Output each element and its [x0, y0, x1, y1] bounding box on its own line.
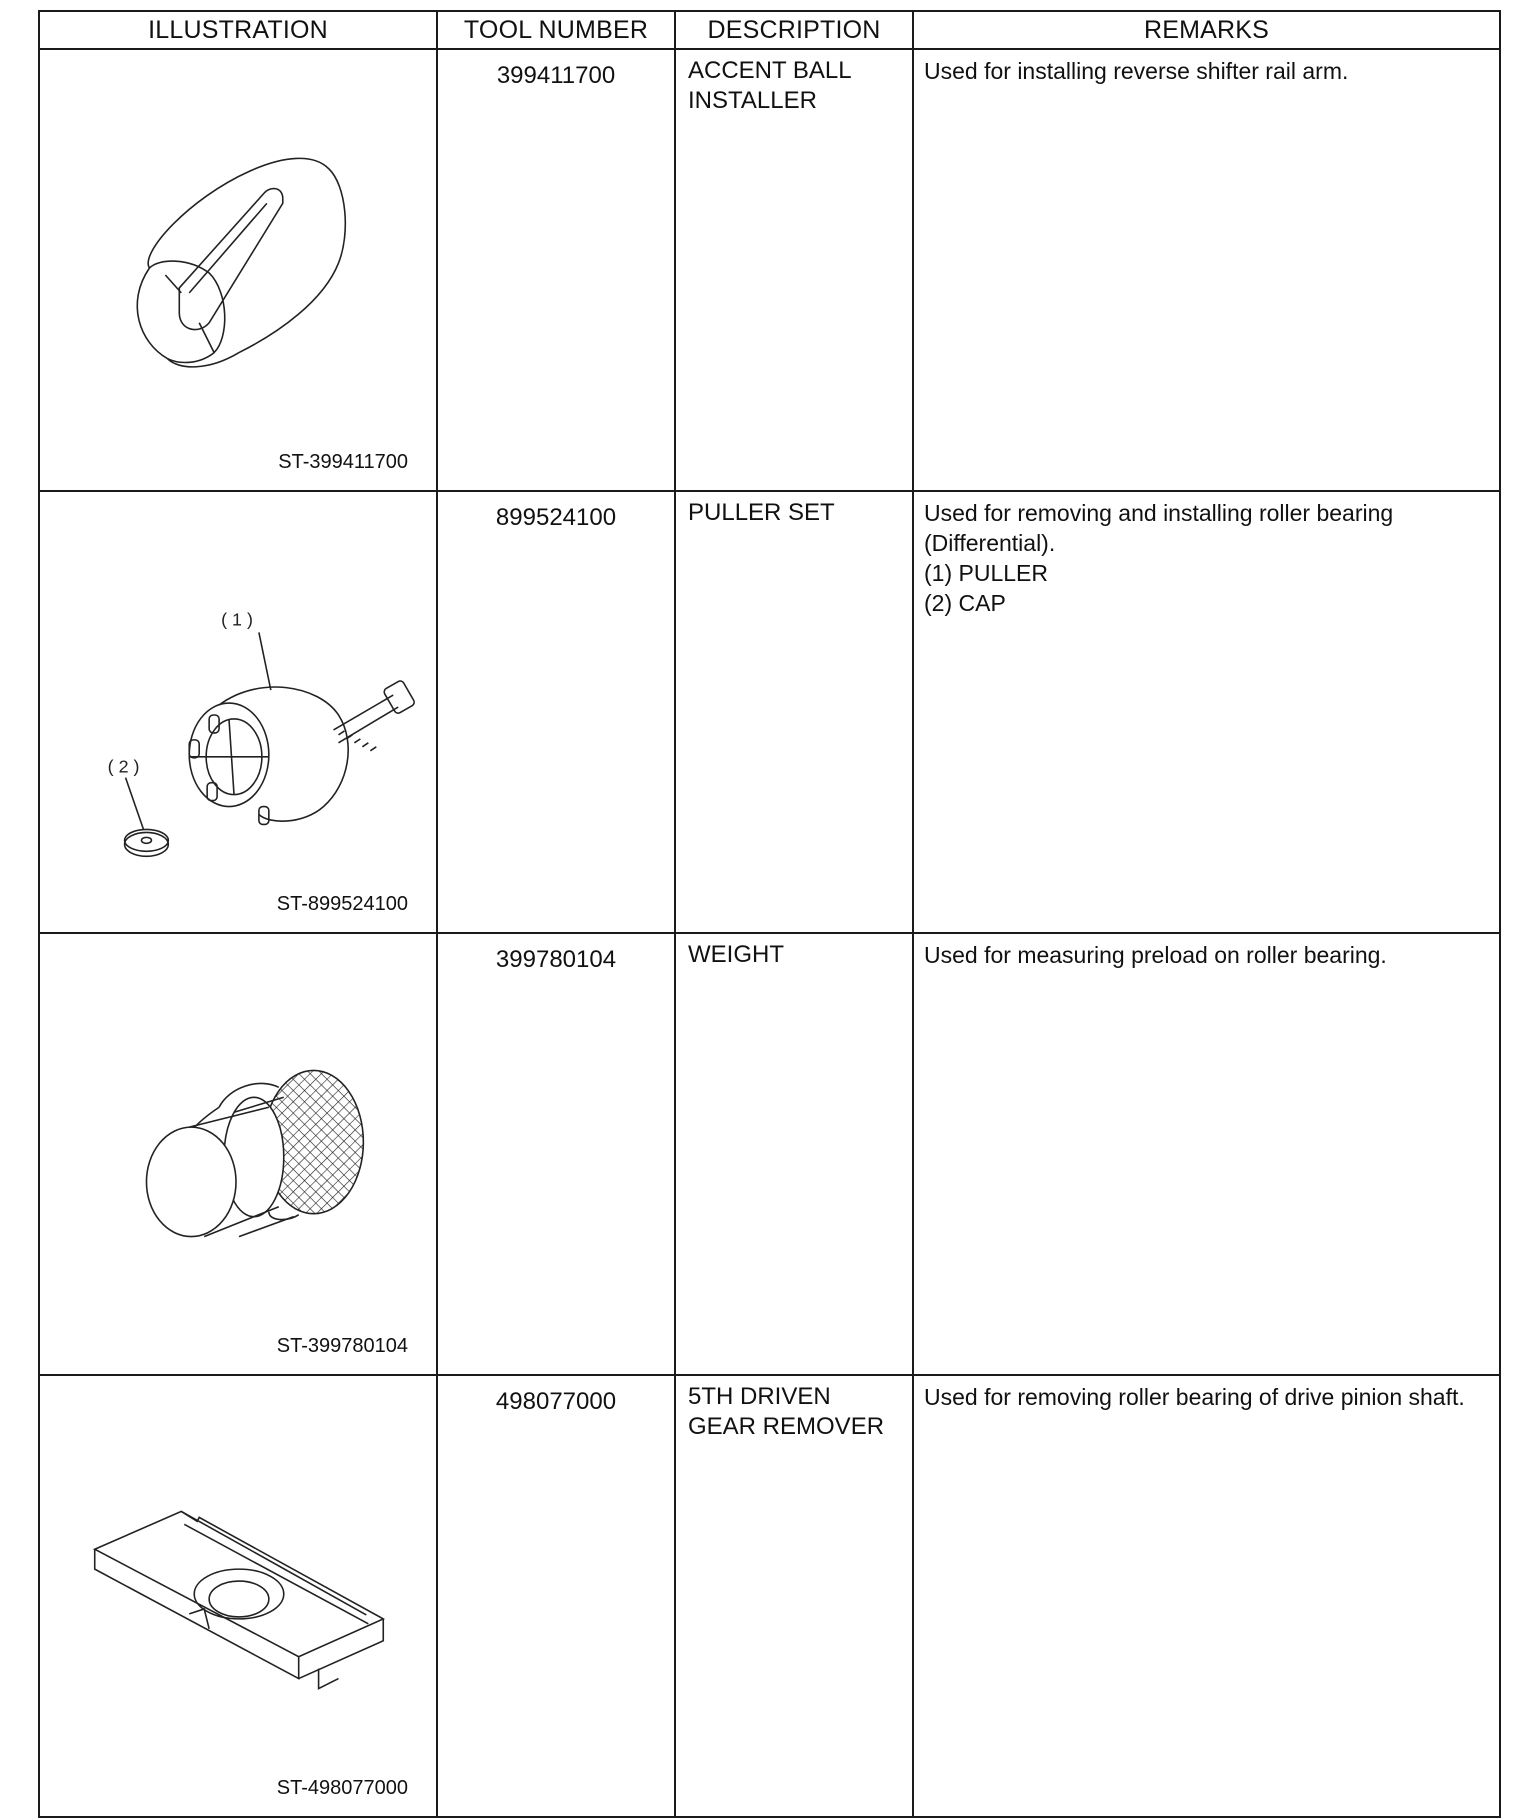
remark-line: Used for removing roller bearing of drive pinion shaft. — [924, 1384, 1465, 1410]
tool-number-cell — [437, 49, 675, 491]
table-header-row — [39, 11, 1500, 49]
tool-number: 498077000 — [495, 1388, 617, 1415]
special-tools-table — [38, 10, 1501, 1818]
tool-number: 399411700 — [496, 62, 616, 89]
st-label: ST-399780104 — [276, 1335, 408, 1357]
description-cell — [675, 1375, 913, 1817]
description-cell — [675, 491, 913, 933]
remark-line: (1) PULLER — [924, 560, 1048, 586]
description-cell — [675, 49, 913, 491]
accent-ball-installer-illustration — [40, 50, 436, 490]
remarks-cell — [913, 491, 1500, 933]
remark-line: Used for measuring preload on roller bearing. — [924, 942, 1387, 968]
illustration-cell — [39, 491, 437, 933]
tool-number-cell — [437, 1375, 675, 1817]
header-remarks: REMARKS — [913, 11, 1500, 49]
tool-number: 899524100 — [495, 504, 617, 531]
remarks-cell — [913, 49, 1500, 491]
description: 5TH DRIVEN GEAR REMOVER — [688, 1383, 885, 1440]
tool-number: 399780104 — [495, 946, 617, 973]
description-cell — [675, 933, 913, 1375]
remark-line: Used for removing and installing roller bearing (Differential). — [924, 500, 1394, 556]
weight-illustration — [40, 934, 436, 1374]
remarks-cell — [913, 1375, 1500, 1817]
header-illustration: ILLUSTRATION — [39, 11, 437, 49]
table-row — [39, 49, 1500, 491]
st-label: ST-498077000 — [276, 1777, 408, 1799]
table-row — [39, 933, 1500, 1375]
callout-1: ( 1 ) — [221, 609, 253, 630]
st-label: ST-899524100 — [276, 893, 408, 915]
gear-remover-illustration — [40, 1376, 436, 1816]
description: ACCENT BALL INSTALLER — [688, 57, 852, 114]
header-tool-number: TOOL NUMBER — [437, 11, 675, 49]
description: PULLER SET — [688, 499, 835, 526]
illustration-cell — [39, 49, 437, 491]
remarks-cell — [913, 933, 1500, 1375]
tool-number-cell — [437, 491, 675, 933]
puller-set-illustration — [40, 492, 436, 932]
remark-line: Used for installing reverse shifter rail arm. — [924, 58, 1349, 84]
table-row — [39, 1375, 1500, 1817]
description: WEIGHT — [688, 941, 784, 968]
illustration-cell — [39, 933, 437, 1375]
callout-2: ( 2 ) — [107, 756, 140, 777]
st-label: ST-399411700 — [278, 451, 408, 473]
table-row — [39, 491, 1500, 933]
tool-number-cell — [437, 933, 675, 1375]
illustration-cell — [39, 1375, 437, 1817]
remark-line: (2) CAP — [924, 590, 1006, 616]
header-description: DESCRIPTION — [675, 11, 913, 49]
